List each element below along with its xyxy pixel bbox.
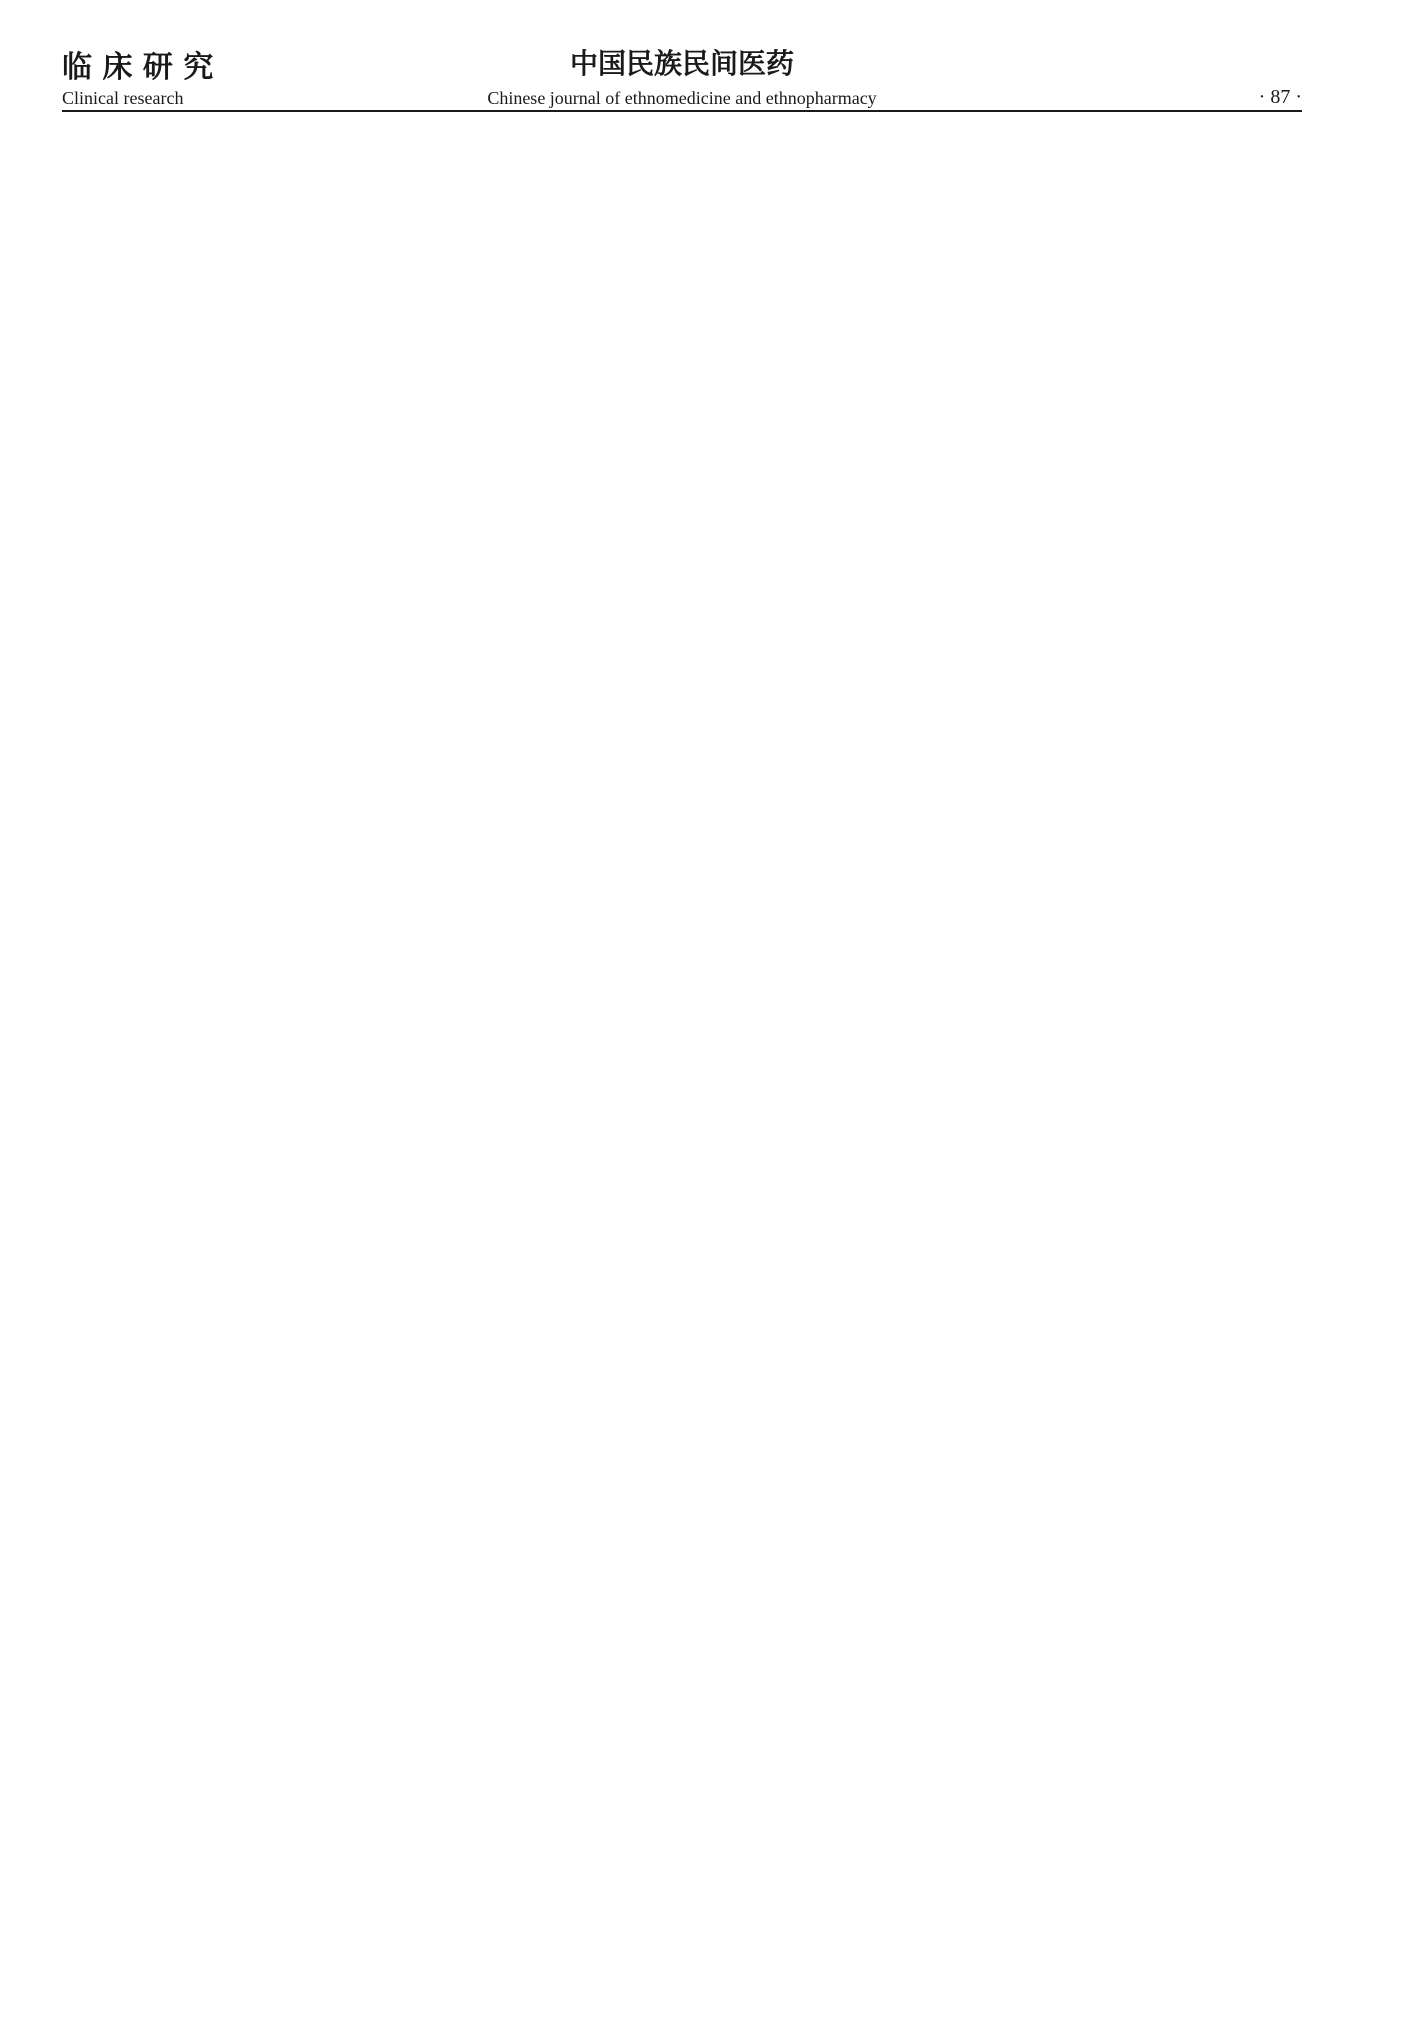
journal-name: 中国民族民间医药 (569, 47, 794, 80)
journal-name-en: Chinese journal of ethnomedicine and ethnopharmacy (487, 88, 877, 108)
running-header (62, 42, 1302, 112)
page-number: · 87 · (1258, 86, 1302, 108)
section-name: 临 床 研 究 (62, 50, 214, 85)
section-name-en: Clinical research (62, 88, 184, 108)
